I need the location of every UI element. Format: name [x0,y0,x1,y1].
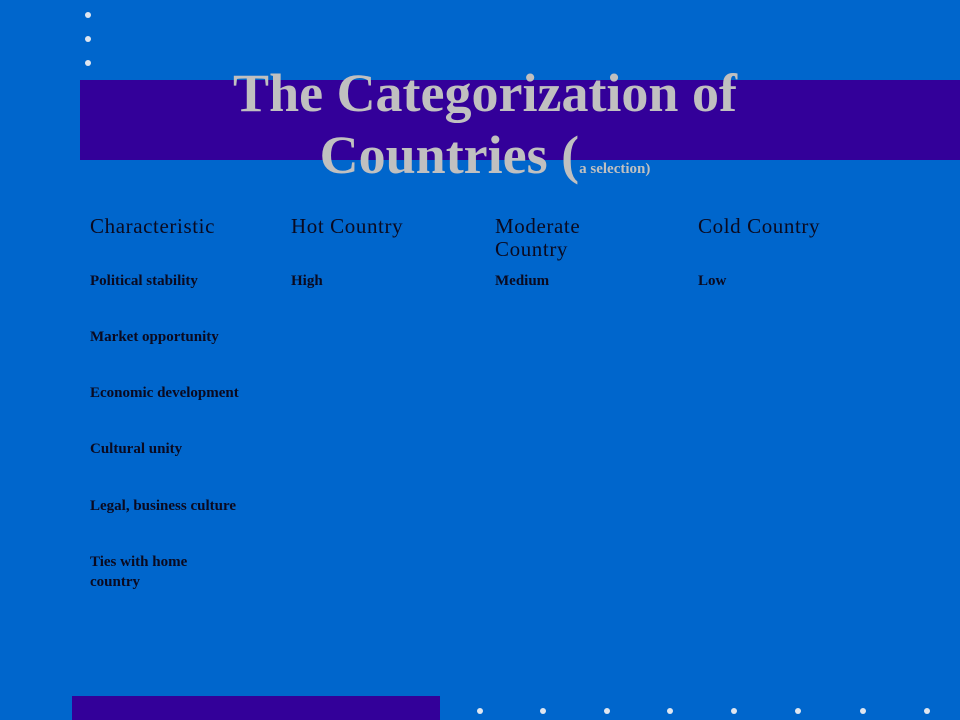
decorative-dot [795,708,801,714]
decorative-dot [731,708,737,714]
cell-cold-political-stability: Low [698,273,727,289]
slide-title-main: The Categorization of Countries [233,63,737,185]
row-label-political-stability: Political stability [90,273,198,289]
slide-title-subtitle: a selection [579,161,646,177]
row-label-cultural-unity: Cultural unity [90,441,183,457]
decorative-dot [924,708,930,714]
row-label-legal-business-culture: Legal, business culture [90,498,236,514]
decorative-dot [477,708,483,714]
decorative-dot [604,708,610,714]
decorative-dot [85,12,91,18]
slide-title-close-paren: ) [645,161,651,177]
decorative-dot [85,60,91,66]
footer-band [72,696,440,720]
slide-title-open-paren: ( [561,125,580,185]
column-header-characteristic: Characteristic [90,214,216,238]
decorative-dot [85,36,91,42]
slide-title [160,62,810,200]
row-label-economic-development: Economic development [90,385,239,401]
column-header-moderate: Moderate Country [495,214,581,261]
decorative-dot [667,708,673,714]
row-label-ties-with-home-country: Ties with home country [90,554,188,590]
column-header-cold: Cold Country [698,214,821,238]
column-header-hot: Hot Country [291,214,404,238]
cell-hot-political-stability: High [291,273,323,289]
row-label-market-opportunity: Market opportunity [90,329,219,345]
decorative-dot [860,708,866,714]
decorative-dot [540,708,546,714]
cell-moderate-political-stability: Medium [495,273,550,289]
